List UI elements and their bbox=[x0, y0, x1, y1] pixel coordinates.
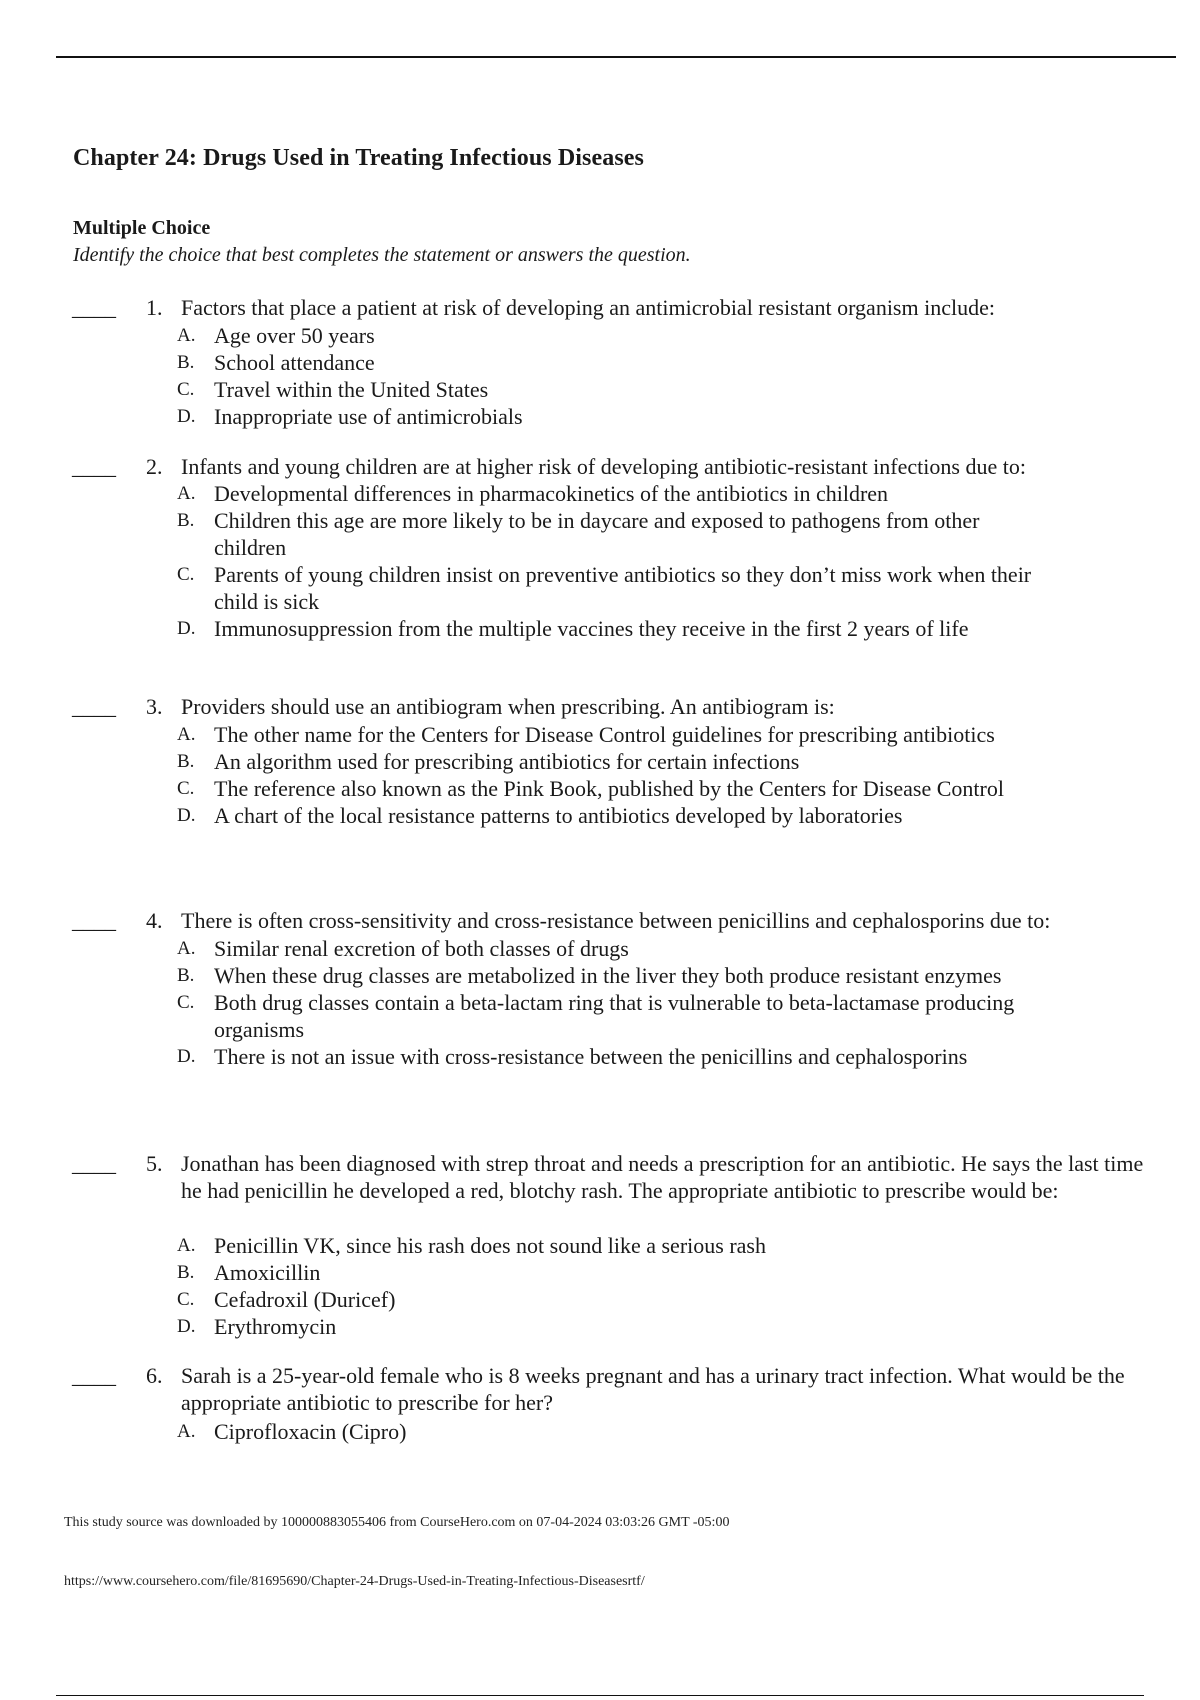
bottom-rule bbox=[56, 1695, 1144, 1696]
choice-text: Children this age are more likely to be in daycare and exposed to pathogens from other children bbox=[214, 508, 980, 560]
question-number: 4. bbox=[146, 908, 163, 933]
instructions: Identify the choice that best completes the statement or answers the question. bbox=[73, 244, 691, 266]
choice-letter: B. bbox=[177, 510, 195, 531]
choice-text: School attendance bbox=[214, 350, 375, 375]
choice-text: The other name for the Centers for Disease Control guidelines for prescribing antibiotics bbox=[214, 722, 995, 747]
choice-letter: A. bbox=[177, 724, 196, 745]
question-stem: Sarah is a 25-year-old female who is 8 weeks pregnant and has a urinary tract infection. What would be the appropriate antibiotic to prescribe for her? bbox=[181, 1363, 1125, 1415]
question-number: 5. bbox=[146, 1151, 163, 1176]
answer-blank: ____ bbox=[72, 908, 116, 933]
choice-text: When these drug classes are metabolized in the liver they both produce resistant enzymes bbox=[214, 963, 1002, 988]
question-number: 1. bbox=[146, 295, 163, 320]
choice-letter: A. bbox=[177, 1235, 196, 1256]
choice-letter: D. bbox=[177, 406, 196, 427]
choice-text: Age over 50 years bbox=[214, 323, 375, 348]
choice-text: Immunosuppression from the multiple vaccines they receive in the first 2 years of life bbox=[214, 616, 969, 641]
choice-list bbox=[177, 322, 1037, 430]
choice-letter: D. bbox=[177, 1316, 196, 1337]
question-stem: Jonathan has been diagnosed with strep throat and needs a prescription for an antibiotic. He says the last time he had penicillin he developed a red, blotchy rash. The appropriate antibiotic to prescribe would be: bbox=[181, 1151, 1144, 1203]
choice-c bbox=[177, 376, 1037, 403]
section-title: Multiple Choice bbox=[73, 217, 211, 239]
answer-blank: ____ bbox=[72, 295, 116, 320]
choice-c bbox=[177, 989, 1037, 1043]
source-url[interactable]: https://www.coursehero.com/file/81695690/Chapter-24-Drugs-Used-in-Treating-Infectious-Diseasesrtf/ bbox=[64, 1574, 645, 1589]
choice-text: Amoxicillin bbox=[214, 1260, 321, 1285]
question-number: 6. bbox=[146, 1363, 163, 1388]
document-title: Chapter 24: Drugs Used in Treating Infectious Diseases bbox=[73, 145, 644, 171]
choice-letter: C. bbox=[177, 1289, 195, 1310]
choice-text: Parents of young children insist on preventive antibiotics so they don’t miss work when their child is sick bbox=[214, 562, 1032, 614]
choice-text: Similar renal excretion of both classes of drugs bbox=[214, 936, 629, 961]
choice-text: Penicillin VK, since his rash does not sound like a serious rash bbox=[214, 1233, 766, 1258]
choice-d bbox=[177, 1313, 1037, 1340]
choice-letter: A. bbox=[177, 1421, 196, 1442]
answer-blank: ____ bbox=[72, 1151, 116, 1176]
choice-text: Ciprofloxacin (Cipro) bbox=[214, 1419, 407, 1444]
choice-text: Both drug classes contain a beta-lactam ring that is vulnerable to beta-lactamase producing organisms bbox=[214, 990, 1015, 1042]
choice-a bbox=[177, 322, 1037, 349]
question-stem: Infants and young children are at higher risk of developing antibiotic-resistant infections due to: bbox=[181, 454, 1026, 479]
choice-list bbox=[177, 1418, 1037, 1445]
choice-letter: A. bbox=[177, 483, 196, 504]
choice-a bbox=[177, 1232, 1037, 1259]
answer-blank: ____ bbox=[72, 454, 116, 479]
choice-letter: B. bbox=[177, 352, 195, 373]
choice-a bbox=[177, 1418, 1037, 1445]
question-number: 2. bbox=[146, 454, 163, 479]
choice-letter: C. bbox=[177, 564, 195, 585]
choice-c bbox=[177, 1286, 1037, 1313]
answer-blank: ____ bbox=[72, 1363, 116, 1388]
choice-letter: C. bbox=[177, 379, 195, 400]
choice-list bbox=[177, 935, 1037, 1070]
choice-letter: D. bbox=[177, 805, 196, 826]
choice-b bbox=[177, 748, 1037, 775]
choice-text: Inappropriate use of antimicrobials bbox=[214, 404, 523, 429]
choice-d bbox=[177, 403, 1037, 430]
question-number: 3. bbox=[146, 694, 163, 719]
question-stem: Factors that place a patient at risk of developing an antimicrobial resistant organism include: bbox=[181, 295, 995, 320]
choice-list bbox=[177, 1232, 1037, 1340]
choice-text: There is not an issue with cross-resistance between the penicillins and cephalosporins bbox=[214, 1044, 968, 1069]
choice-letter: D. bbox=[177, 1046, 196, 1067]
choice-text: Travel within the United States bbox=[214, 377, 489, 402]
answer-blank: ____ bbox=[72, 694, 116, 719]
choice-text: Developmental differences in pharmacokinetics of the antibiotics in children bbox=[214, 481, 889, 506]
choice-b bbox=[177, 507, 1037, 561]
choice-b bbox=[177, 349, 1037, 376]
choice-letter: A. bbox=[177, 938, 196, 959]
choice-letter: B. bbox=[177, 751, 195, 772]
question-stem: There is often cross-sensitivity and cross-resistance between penicillins and cephalosporins due to: bbox=[181, 908, 1051, 933]
choice-text: Cefadroxil (Duricef) bbox=[214, 1287, 396, 1312]
choice-text: The reference also known as the Pink Book, published by the Centers for Disease Control bbox=[214, 776, 1004, 801]
choice-c bbox=[177, 775, 1037, 802]
choice-b bbox=[177, 962, 1037, 989]
choice-a bbox=[177, 480, 1037, 507]
choice-letter: B. bbox=[177, 1262, 195, 1283]
choice-a bbox=[177, 935, 1037, 962]
choice-letter: D. bbox=[177, 618, 196, 639]
choice-letter: B. bbox=[177, 965, 195, 986]
choice-b bbox=[177, 1259, 1037, 1286]
choice-d bbox=[177, 802, 1037, 829]
choice-text: Erythromycin bbox=[214, 1314, 337, 1339]
choice-letter: C. bbox=[177, 992, 195, 1013]
question-stem: Providers should use an antibiogram when prescribing. An antibiogram is: bbox=[181, 694, 835, 719]
choice-d bbox=[177, 615, 1037, 642]
choice-c bbox=[177, 561, 1037, 615]
choice-d bbox=[177, 1043, 1037, 1070]
choice-letter: C. bbox=[177, 778, 195, 799]
top-rule bbox=[56, 56, 1176, 58]
choice-list bbox=[177, 480, 1037, 642]
download-source-notice: This study source was downloaded by 100000883055406 from CourseHero.com on 07-04-2024 03:03:26 GMT -05:00 bbox=[64, 1515, 730, 1530]
choice-a bbox=[177, 721, 1037, 748]
choice-list bbox=[177, 721, 1037, 829]
choice-text: An algorithm used for prescribing antibiotics for certain infections bbox=[214, 749, 800, 774]
choice-text: A chart of the local resistance patterns to antibiotics developed by laboratories bbox=[214, 803, 903, 828]
choice-letter: A. bbox=[177, 325, 196, 346]
